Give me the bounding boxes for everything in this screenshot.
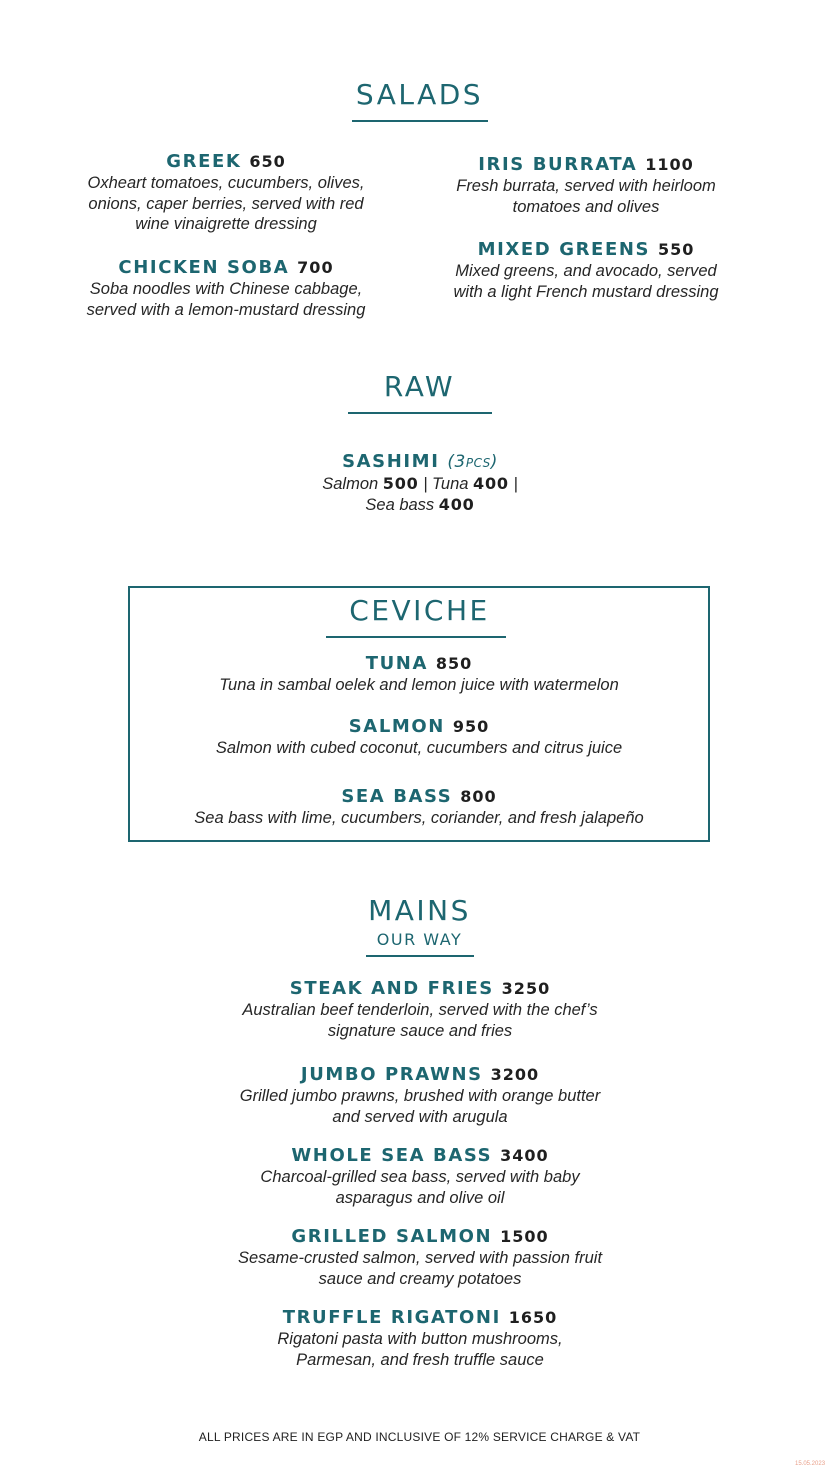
item-description: [130, 675, 708, 696]
date-stamp: 15.05.2023: [795, 1461, 826, 1467]
item-price: 3200: [490, 1065, 540, 1084]
item-name: SALMON: [348, 716, 445, 737]
item-title: [130, 716, 708, 738]
menu-item-truffle-rigatoni: [160, 1307, 680, 1370]
item-description: [40, 173, 412, 235]
item-description: [160, 1086, 680, 1127]
pcs-close: ): [490, 452, 498, 472]
item-description: [160, 1000, 680, 1041]
item-price: 550: [657, 240, 695, 259]
item-name: GREEK: [166, 151, 242, 172]
footer-note: ALL PRICES ARE IN EGP AND INCLUSIVE OF 12% SERVICE CHARGE & VAT: [198, 1430, 641, 1444]
desc-line: asparagus and olive oil: [335, 1188, 505, 1207]
item-description: [160, 1248, 680, 1289]
section-title-salads: SALADS: [355, 78, 484, 111]
desc-line: Grilled jumbo prawns, brushed with orange butter: [239, 1087, 601, 1105]
desc-line: [220, 495, 620, 516]
menu-item-salmon-ceviche: [130, 716, 708, 759]
menu-item-sea-bass-ceviche: [130, 786, 708, 829]
item-name: STEAK AND FRIES: [289, 978, 494, 999]
section-title-ceviche: CEVICHE: [349, 594, 490, 627]
item-description: [40, 279, 412, 320]
desc-line: Mixed greens, and avocado, served: [455, 262, 717, 280]
desc-line: Charcoal-grilled sea bass, served with baby: [260, 1168, 580, 1186]
section-divider: [326, 636, 506, 638]
item-price: 950: [452, 717, 490, 736]
item-title: [400, 239, 772, 261]
item-name: SASHIMI: [342, 451, 440, 472]
menu-item-jumbo-prawns: [160, 1064, 680, 1127]
item-description: [160, 1329, 680, 1370]
separator: |: [513, 475, 518, 493]
item-price: 1100: [645, 155, 694, 174]
item-name: TUNA: [365, 653, 428, 674]
item-price: 850: [435, 654, 473, 673]
item-title: [130, 653, 708, 675]
item-title: [400, 154, 772, 176]
section-subtitle: OUR WAY: [376, 930, 463, 949]
desc-line: Oxheart tomatoes, cucumbers, olives,: [87, 174, 365, 192]
menu-item-mixed-greens: [400, 239, 772, 302]
desc-line: wine vinaigrette dressing: [135, 215, 317, 233]
section-title-mains: MAINS: [368, 894, 471, 927]
item-title: [40, 151, 412, 173]
desc-line: Parmesan, and fresh truffle sauce: [296, 1350, 544, 1369]
desc-line: tomatoes and olives: [512, 197, 660, 216]
option-label: Salmon: [322, 475, 379, 493]
pieces-note: [447, 452, 498, 472]
item-description: [130, 808, 708, 829]
desc-line: sauce and creamy potatoes: [318, 1269, 522, 1288]
option-price: 400: [438, 494, 475, 514]
item-description: [400, 261, 772, 302]
item-name: WHOLE SEA BASS: [291, 1145, 493, 1166]
item-name: TRUFFLE RIGATONI: [282, 1307, 501, 1328]
item-description: [130, 738, 708, 759]
item-title: [40, 257, 412, 279]
item-price: 1650: [508, 1308, 558, 1327]
option-price: 400: [473, 474, 509, 493]
pcs-open: (3: [447, 452, 466, 472]
item-name: GRILLED SALMON: [291, 1226, 493, 1247]
option-label: | Tuna: [423, 475, 469, 493]
item-price: 650: [249, 152, 286, 171]
desc-line: Sea bass with lime, cucumbers, coriander, and fresh jalapeño: [194, 809, 644, 827]
desc-line: Rigatoni pasta with button mushrooms,: [277, 1330, 563, 1348]
item-price: 800: [460, 787, 497, 806]
desc-line: Australian beef tenderloin, served with the chef’s: [242, 1001, 598, 1019]
desc-line: signature sauce and fries: [327, 1021, 513, 1040]
desc-line: Fresh burrata, served with heirloom: [456, 177, 716, 195]
item-price: 3250: [501, 979, 551, 998]
desc-line: and served with arugula: [332, 1107, 508, 1126]
menu-item-chicken-soba: [40, 257, 412, 320]
item-name: IRIS BURRATA: [478, 154, 638, 175]
desc-line: with a light French mustard dressing: [453, 282, 719, 301]
item-price: 700: [297, 258, 334, 277]
desc-line: Salmon with cubed coconut, cucumbers and citrus juice: [215, 739, 623, 757]
option-price: 500: [382, 474, 419, 493]
menu-item-greek: [40, 151, 412, 235]
item-title: [160, 1145, 680, 1167]
item-name: CHICKEN SOBA: [118, 257, 290, 278]
item-price: 3400: [500, 1146, 549, 1165]
item-description: [400, 176, 772, 217]
desc-line: Sesame-crusted salmon, served with passion fruit: [237, 1249, 603, 1267]
desc-line: Soba noodles with Chinese cabbage,: [89, 280, 363, 298]
desc-line: served with a lemon-mustard dressing: [86, 300, 366, 319]
item-title: [160, 1064, 680, 1086]
item-description: [220, 474, 620, 515]
menu-item-grilled-salmon: [160, 1226, 680, 1289]
desc-line: [220, 474, 620, 495]
item-title: [130, 786, 708, 808]
item-title: [160, 1226, 680, 1248]
desc-line: Tuna in sambal oelek and lemon juice with watermelon: [219, 676, 619, 694]
section-divider: [348, 412, 492, 414]
item-name: JUMBO PRAWNS: [300, 1064, 483, 1085]
item-price: 1500: [500, 1227, 549, 1246]
item-title: [220, 451, 620, 474]
item-name: SEA BASS: [341, 786, 453, 807]
pcs-unit: PCS: [465, 456, 491, 470]
section-divider: [366, 955, 474, 957]
section-title-raw: RAW: [383, 370, 456, 403]
menu-item-whole-sea-bass: [160, 1145, 680, 1208]
desc-line: onions, caper berries, served with red: [88, 194, 364, 213]
menu-item-steak-and-fries: [160, 978, 680, 1041]
menu-item-tuna: [130, 653, 708, 696]
item-name: MIXED GREENS: [477, 239, 651, 260]
item-title: [160, 1307, 680, 1329]
menu-item-sashimi: [220, 451, 620, 515]
section-divider: [352, 120, 488, 122]
menu-item-iris-burrata: [400, 154, 772, 217]
option-label: Sea bass: [365, 495, 435, 514]
item-description: [160, 1167, 680, 1208]
item-title: [160, 978, 680, 1000]
